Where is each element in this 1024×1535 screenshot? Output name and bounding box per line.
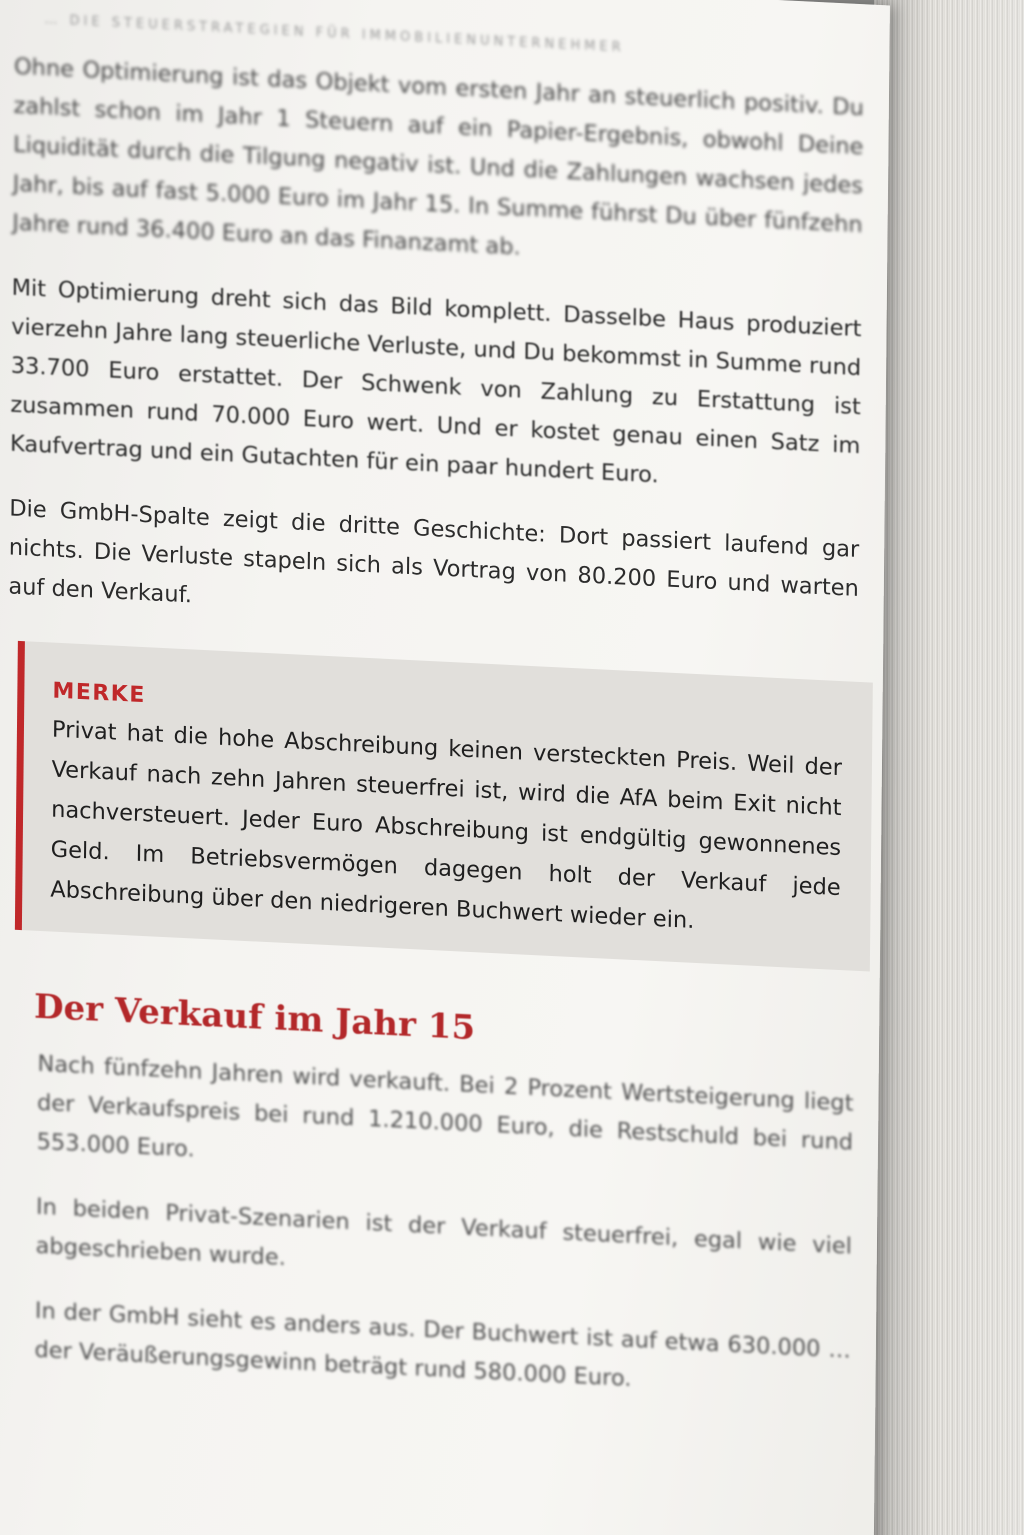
section-heading: Der Verkauf im Jahr 15 [33, 986, 476, 1049]
paragraph-verkauf: Nach fünfzehn Jahren wird verkauft. Bei 2 Prozent Wertsteigerung liegt der Verkaufspreis bei rund 1.210.000 Euro, die Restschuld bei rund 553.000 Euro. [36, 1050, 854, 1163]
page-content [0, 11, 864, 1436]
merke-callout-box [15, 641, 873, 972]
page-stack-shadow [874, 0, 1024, 1535]
merke-title: MERKE [52, 678, 146, 709]
paragraph-ohne-optimierung: Ohne Optimierung ist das Objekt vom ersten Jahr an steuerlich positiv. Du zahlst schon im Jahr 1 Steuern auf ein Papier-Ergebnis, obwohl Deine Liquidität durch die Tilgung negativ ist. Und die Zahlungen wachsen jedes Jahr, bis auf fast 5.000 Euro im Jahr 15. In Summe führst Du über fünfzehn Jahre rund 36.400 Euro an das Finanzamt ab. [12, 53, 864, 261]
paragraph-mit-optimierung: Mit Optimierung dreht sich das Bild komplett. Dasselbe Haus produziert vierzehn Jahre lang steuerliche Verluste, und Du bekommst in Summe rund 33.700 Euro erstattet. Der Schwenk von Zahlung zu Erstattung ist zusammen rund 70.000 Euro wert. Und er kostet genau einen Satz im Kaufvertrag und ein Gutachten für ein paar hundert Euro. [9, 274, 862, 489]
paragraph-privat-steuerfrei: In beiden Privat-Szenarien ist der Verkauf steuerfrei, egal wie viel abgeschrieben wurde. [35, 1193, 853, 1271]
paragraph-gmbh-buchwert: In der GmbH sieht es anders aus. Der Buchwert ist auf etwa 630.000 … der Veräußerungsgewinn beträgt rund 580.000 Euro. [34, 1297, 851, 1392]
running-head: … DIE STEUERSTRATEGIEN FÜR IMMOBILIENUNTERNEHMER [44, 12, 625, 56]
paragraph-gmbh-spalte: Die GmbH-Spalte zeigt die dritte Geschichte: Dort passiert laufend gar nichts. Die Verluste stapeln sich als Vortrag von 80.200 Euro und warten auf den Verkauf. [8, 495, 860, 609]
merke-text: Privat hat die hohe Abschreibung keinen versteckten Preis. Weil der Verkauf nach zehn Jahren steuerfrei ist, wird die AfA beim Exit nicht nachversteuert. Jeder Euro Abschreibung ist endgültig gewonnenes Geld. Im Betriebsvermögen dagegen holt der Verkauf jede Abschreibung über den niedrigeren Buchwert wieder ein. [50, 716, 843, 934]
